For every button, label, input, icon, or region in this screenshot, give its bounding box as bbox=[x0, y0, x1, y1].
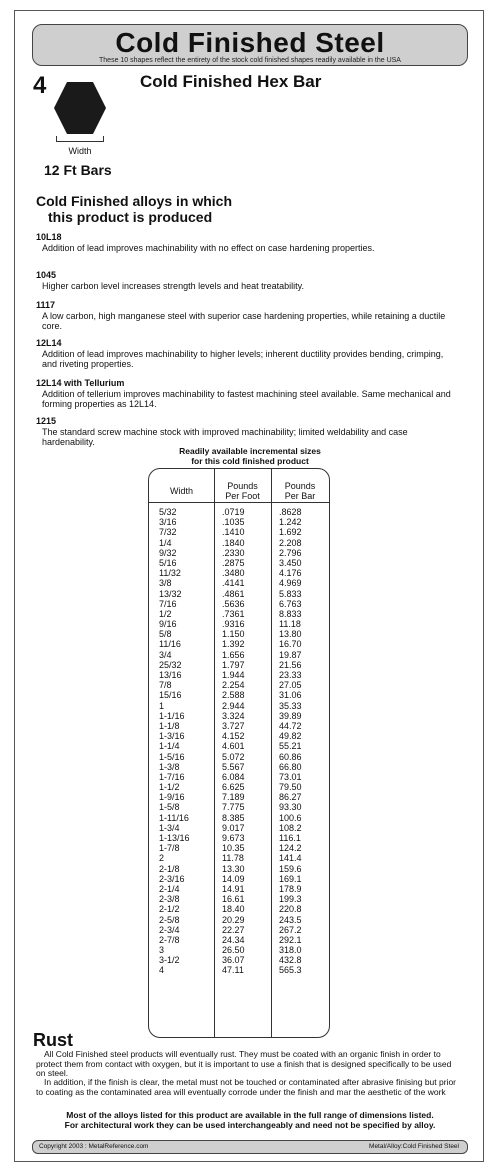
footer-note-line2: For architectural work they can be used interchangeably and need not be specified by alloy. bbox=[64, 1120, 436, 1130]
cell-width: 1-1/16 bbox=[159, 710, 185, 721]
table-row bbox=[149, 558, 329, 568]
cell-width: 3/8 bbox=[159, 578, 172, 589]
table-row bbox=[149, 517, 329, 527]
table-row bbox=[149, 823, 329, 833]
cell-pounds-per-foot: 4.152 bbox=[222, 731, 245, 742]
table-row bbox=[149, 660, 329, 670]
product-title: Cold Finished Hex Bar bbox=[140, 72, 322, 91]
table-row bbox=[149, 680, 329, 690]
cell-pounds-per-bar: 35.33 bbox=[279, 700, 302, 711]
cell-pounds-per-bar: 23.33 bbox=[279, 670, 302, 680]
table-body bbox=[149, 507, 329, 976]
cell-width: 25/32 bbox=[159, 659, 182, 670]
cell-width: 1-11/16 bbox=[159, 812, 189, 823]
table-row bbox=[149, 915, 329, 925]
cell-pounds-per-bar: 4.176 bbox=[279, 568, 302, 579]
cell-width: 1-9/16 bbox=[159, 792, 185, 803]
cell-pounds-per-foot: 6.625 bbox=[222, 782, 245, 793]
cell-pounds-per-foot: 24.34 bbox=[222, 934, 245, 945]
cell-pounds-per-foot: .7361 bbox=[222, 608, 245, 619]
table-caption-line2: for this cold finished product bbox=[191, 456, 309, 466]
cell-pounds-per-bar: 243.5 bbox=[279, 914, 302, 925]
table-row bbox=[149, 538, 329, 548]
cell-pounds-per-foot: 5.072 bbox=[222, 751, 245, 762]
cell-pounds-per-bar: 1.692 bbox=[279, 527, 302, 538]
table-row bbox=[149, 955, 329, 965]
cell-pounds-per-bar: 116.1 bbox=[279, 833, 301, 843]
cell-pounds-per-foot: 2.254 bbox=[222, 680, 245, 691]
cell-pounds-per-bar: 5.833 bbox=[279, 588, 302, 599]
cell-pounds-per-foot: 10.35 bbox=[222, 843, 245, 854]
cell-width: 1-13/16 bbox=[159, 833, 190, 843]
cell-width: 1-3/8 bbox=[159, 761, 180, 772]
cell-width: 3/4 bbox=[159, 649, 172, 660]
table-row bbox=[149, 945, 329, 955]
cell-width: 2-3/4 bbox=[159, 924, 180, 935]
cell-pounds-per-foot: .1035 bbox=[222, 517, 245, 528]
page-subtitle: These 10 shapes reflect the entirety of the stock cold finished shapes readily available in the USA bbox=[99, 57, 401, 64]
cell-pounds-per-foot: 22.27 bbox=[222, 924, 245, 935]
cell-pounds-per-bar: 220.8 bbox=[279, 904, 302, 915]
cell-pounds-per-bar: 60.86 bbox=[279, 751, 302, 762]
cell-pounds-per-bar: 199.3 bbox=[279, 894, 302, 905]
cell-pounds-per-foot: 1.944 bbox=[222, 670, 245, 680]
cell-pounds-per-foot: 3.324 bbox=[222, 710, 245, 721]
cell-pounds-per-foot: 16.61 bbox=[222, 894, 245, 905]
table-row bbox=[149, 548, 329, 558]
cell-width: 3-1/2 bbox=[159, 955, 180, 966]
alloy-name: 12L14 bbox=[36, 338, 62, 348]
cell-pounds-per-foot: .1840 bbox=[222, 537, 245, 548]
cell-width: 1/4 bbox=[159, 537, 172, 548]
table-row bbox=[149, 609, 329, 619]
cell-width: 11/16 bbox=[159, 639, 181, 650]
footer-note bbox=[20, 1110, 480, 1130]
cell-pounds-per-foot: .1410 bbox=[222, 527, 245, 538]
table-row bbox=[149, 904, 329, 914]
cell-pounds-per-bar: 13.80 bbox=[279, 629, 302, 640]
cell-width: 1-1/2 bbox=[159, 782, 180, 793]
footer-band bbox=[32, 1140, 468, 1154]
table-row bbox=[149, 568, 329, 578]
cell-pounds-per-foot: 1.797 bbox=[222, 659, 245, 670]
table-row bbox=[149, 833, 329, 843]
cell-pounds-per-foot: .2875 bbox=[222, 557, 245, 568]
cell-width: 5/16 bbox=[159, 557, 177, 568]
table-row bbox=[149, 711, 329, 721]
cell-width: 5/32 bbox=[159, 507, 177, 517]
cell-pounds-per-foot: 13.30 bbox=[222, 863, 245, 874]
cell-pounds-per-bar: 292.1 bbox=[279, 934, 302, 945]
header-pounds-per-foot bbox=[214, 481, 271, 501]
cell-pounds-per-foot: 6.084 bbox=[222, 771, 245, 782]
cell-pounds-per-foot: 11.78 bbox=[222, 853, 244, 864]
cell-pounds-per-bar: 49.82 bbox=[279, 731, 302, 742]
copyright-text: Copyright 2003 : MetalReference.com bbox=[39, 1143, 149, 1150]
cell-pounds-per-bar: 3.450 bbox=[279, 557, 302, 568]
cell-width: 13/32 bbox=[159, 588, 182, 599]
cell-pounds-per-foot: 36.07 bbox=[222, 955, 245, 966]
hexagon-icon bbox=[52, 80, 108, 136]
width-label: Width bbox=[68, 146, 92, 156]
rust-title: Rust bbox=[33, 1030, 73, 1050]
cell-pounds-per-foot: 7.775 bbox=[222, 802, 245, 813]
table-row bbox=[149, 589, 329, 599]
table-row bbox=[149, 782, 329, 792]
table-row bbox=[149, 762, 329, 772]
cell-pounds-per-foot: 2.588 bbox=[222, 690, 245, 701]
rust-paragraph-1: All Cold Finished steel products will eventually rust. They must be coated with an organic finish in order to protect them from contact with oxygen, but it is important to use a finish that is designed specifically to be used on steel. bbox=[36, 1049, 452, 1078]
cell-width: 7/16 bbox=[159, 598, 177, 609]
cell-width: 15/16 bbox=[159, 690, 182, 701]
cell-pounds-per-bar: 2.796 bbox=[279, 547, 302, 558]
cell-pounds-per-foot: 4.601 bbox=[222, 741, 245, 752]
table-row bbox=[149, 619, 329, 629]
table-row bbox=[149, 813, 329, 823]
cell-pounds-per-foot: 2.944 bbox=[222, 700, 245, 711]
cell-pounds-per-bar: 93.30 bbox=[279, 802, 302, 813]
cell-width: 1-3/4 bbox=[159, 822, 180, 833]
cell-pounds-per-bar: 178.9 bbox=[279, 883, 302, 894]
table-row bbox=[149, 721, 329, 731]
cell-width: 2-1/8 bbox=[159, 863, 180, 874]
cell-width: 9/16 bbox=[159, 619, 177, 630]
cell-pounds-per-bar: 86.27 bbox=[279, 792, 302, 803]
cell-width: 2-3/16 bbox=[159, 873, 185, 884]
cell-pounds-per-bar: 6.763 bbox=[279, 598, 302, 609]
cell-width: 2-5/8 bbox=[159, 914, 180, 925]
cell-pounds-per-bar: 1.242 bbox=[279, 517, 302, 528]
alloy-item bbox=[36, 378, 456, 409]
header-ppf-line1: Pounds bbox=[227, 481, 258, 491]
alloy-item bbox=[36, 300, 456, 331]
table-row bbox=[149, 965, 329, 975]
page-title: Cold Finished Steel bbox=[115, 27, 385, 58]
cell-width: 1-5/16 bbox=[159, 751, 185, 762]
cell-pounds-per-foot: 9.017 bbox=[222, 822, 245, 833]
cell-width: 5/8 bbox=[159, 629, 172, 640]
alloy-desc: Higher carbon level increases strength levels and heat treatability. bbox=[42, 281, 304, 291]
cell-width: 3/16 bbox=[159, 517, 177, 528]
cell-pounds-per-bar: 267.2 bbox=[279, 924, 302, 935]
cell-pounds-per-foot: 5.567 bbox=[222, 761, 245, 772]
alloys-heading-line2: this product is produced bbox=[48, 209, 213, 225]
table-row bbox=[149, 670, 329, 680]
table-row bbox=[149, 599, 329, 609]
cell-pounds-per-bar: 39.89 bbox=[279, 710, 302, 721]
alloy-item bbox=[36, 416, 456, 447]
table-caption bbox=[140, 446, 360, 466]
cell-pounds-per-foot: 14.91 bbox=[222, 883, 245, 894]
table-row bbox=[149, 802, 329, 812]
cell-pounds-per-foot: 1.392 bbox=[222, 639, 245, 650]
cell-width: 7/8 bbox=[159, 680, 172, 691]
cell-width: 2-1/2 bbox=[159, 904, 180, 915]
cell-pounds-per-foot: .5636 bbox=[222, 598, 245, 609]
cell-pounds-per-bar: 8.833 bbox=[279, 608, 302, 619]
cell-pounds-per-bar: 318.0 bbox=[279, 945, 302, 956]
table-row bbox=[149, 527, 329, 537]
cell-pounds-per-foot: 1.150 bbox=[222, 629, 245, 640]
alloy-item bbox=[36, 232, 456, 253]
alloy-item bbox=[36, 338, 456, 369]
alloy-desc: Addition of lead improves machinability with no effect on case hardening properties. bbox=[42, 243, 375, 253]
cell-pounds-per-bar: 27.05 bbox=[279, 680, 302, 691]
header-ppb-line2: Per Bar bbox=[284, 491, 316, 501]
cell-pounds-per-bar: 108.2 bbox=[279, 822, 302, 833]
cell-width: 11/32 bbox=[159, 568, 181, 579]
cell-pounds-per-bar: 44.72 bbox=[279, 720, 302, 731]
cell-pounds-per-bar: 66.80 bbox=[279, 761, 302, 772]
table-row bbox=[149, 925, 329, 935]
header-ppb-line1: Pounds bbox=[284, 481, 316, 491]
cell-width: 1-1/8 bbox=[159, 720, 180, 731]
shape-number: 4 bbox=[33, 72, 47, 99]
table-caption-line1: Readily available incremental sizes bbox=[179, 446, 321, 456]
cell-width: 13/16 bbox=[159, 670, 182, 680]
cell-width: 3 bbox=[159, 945, 165, 956]
table-row bbox=[149, 690, 329, 700]
alloy-item bbox=[36, 270, 456, 291]
cell-pounds-per-bar: 79.50 bbox=[279, 782, 302, 793]
table-row bbox=[149, 741, 329, 751]
width-dimension-line bbox=[56, 136, 104, 142]
table-row bbox=[149, 629, 329, 639]
table-row bbox=[149, 874, 329, 884]
cell-pounds-per-bar: 4.969 bbox=[279, 578, 302, 589]
cell-pounds-per-bar: 19.87 bbox=[279, 649, 302, 660]
cell-pounds-per-bar: .8628 bbox=[279, 507, 302, 517]
alloys-heading-line1: Cold Finished alloys in which bbox=[36, 193, 233, 209]
cell-pounds-per-foot: 3.727 bbox=[222, 720, 245, 731]
cell-pounds-per-foot: .2330 bbox=[222, 547, 245, 558]
cell-width: 1 bbox=[159, 700, 165, 711]
cell-pounds-per-bar: 100.6 bbox=[279, 812, 302, 823]
cell-width: 1-7/8 bbox=[159, 843, 180, 854]
cell-pounds-per-foot: 26.50 bbox=[222, 945, 245, 956]
alloys-heading bbox=[36, 193, 232, 225]
table-row bbox=[149, 578, 329, 588]
cell-width: 2-1/4 bbox=[159, 883, 180, 894]
cell-width: 2 bbox=[159, 853, 165, 864]
alloy-desc: Addition of tellerium improves machinability to fastest machining steel available. Same mechanical and forming properties as 12L14. bbox=[42, 389, 451, 409]
table-row bbox=[149, 935, 329, 945]
table-row bbox=[149, 731, 329, 741]
table-row bbox=[149, 650, 329, 660]
header-band bbox=[32, 24, 468, 66]
table-row bbox=[149, 701, 329, 711]
alloy-name: 1117 bbox=[36, 300, 56, 310]
cell-pounds-per-foot: .3480 bbox=[222, 568, 245, 579]
cell-pounds-per-foot: 14.09 bbox=[222, 873, 245, 884]
cell-width: 2-3/8 bbox=[159, 894, 180, 905]
sizes-table bbox=[148, 468, 330, 1038]
cell-pounds-per-foot: 18.40 bbox=[222, 904, 245, 915]
alloy-desc: The standard screw machine stock with improved machinability; limited weldability and case hardenability. bbox=[42, 427, 408, 447]
cell-pounds-per-foot: 20.29 bbox=[222, 914, 245, 925]
cell-pounds-per-bar: 124.2 bbox=[279, 843, 302, 854]
cell-pounds-per-foot: 47.11 bbox=[222, 965, 244, 976]
cell-pounds-per-foot: .4861 bbox=[222, 588, 245, 599]
cell-width: 4 bbox=[159, 965, 165, 976]
cell-pounds-per-bar: 159.6 bbox=[279, 863, 302, 874]
cell-pounds-per-bar: 565.3 bbox=[279, 965, 302, 976]
header-ppf-line2: Per Foot bbox=[225, 491, 260, 501]
cell-width: 1/2 bbox=[159, 608, 172, 619]
alloy-name: 1215 bbox=[36, 416, 57, 426]
cell-pounds-per-bar: 11.18 bbox=[279, 619, 301, 630]
cell-pounds-per-foot: .0719 bbox=[222, 507, 245, 517]
alloy-name: 1045 bbox=[36, 270, 57, 280]
table-row bbox=[149, 507, 329, 517]
rust-paragraph-2: In addition, if the finish is clear, the metal must not be touched or contaminated after abrasive finising but prior to coating as the contaminated area will eventually corrode under the finish and mar the aesthetic of the work bbox=[36, 1077, 457, 1097]
cell-pounds-per-bar: 21.56 bbox=[279, 659, 302, 670]
cell-pounds-per-foot: .9316 bbox=[222, 619, 245, 630]
bar-length: 12 Ft Bars bbox=[44, 162, 112, 178]
cell-width: 2-7/8 bbox=[159, 934, 180, 945]
cell-width: 1-7/16 bbox=[159, 771, 185, 782]
table-row bbox=[149, 853, 329, 863]
cell-pounds-per-bar: 73.01 bbox=[279, 771, 302, 782]
table-row bbox=[149, 843, 329, 853]
cell-pounds-per-bar: 55.21 bbox=[279, 741, 302, 752]
alloy-desc: Addition of lead improves machinability to higher levels; inherent ductility provides bending, crimping, and riveting properties. bbox=[42, 349, 444, 369]
table-row bbox=[149, 864, 329, 874]
alloy-desc: A low carbon, high manganese steel with superior case hardening properties, while retaining a ductile core. bbox=[42, 311, 446, 331]
cell-width: 1-5/8 bbox=[159, 802, 180, 813]
cell-pounds-per-bar: 16.70 bbox=[279, 639, 302, 650]
footer-path: Metal/Alloy:Cold Finished Steel bbox=[369, 1143, 459, 1150]
table-row bbox=[149, 772, 329, 782]
cell-pounds-per-bar: 2.208 bbox=[279, 537, 302, 548]
cell-width: 1-1/4 bbox=[159, 741, 180, 752]
cell-pounds-per-foot: 7.189 bbox=[222, 792, 245, 803]
cell-pounds-per-bar: 31.06 bbox=[279, 690, 302, 701]
table-row bbox=[149, 639, 329, 649]
cell-pounds-per-foot: .4141 bbox=[222, 578, 245, 589]
cell-pounds-per-foot: 9.673 bbox=[222, 833, 245, 843]
header-pounds-per-bar bbox=[271, 481, 329, 501]
alloy-name: 12L14 with Tellurium bbox=[36, 378, 125, 388]
table-row bbox=[149, 752, 329, 762]
cell-width: 7/32 bbox=[159, 527, 177, 538]
cell-width: 9/32 bbox=[159, 547, 177, 558]
table-row bbox=[149, 792, 329, 802]
header-rule bbox=[149, 502, 329, 503]
cell-pounds-per-bar: 432.8 bbox=[279, 955, 302, 966]
footer-note-line1: Most of the alloys listed for this product are available in the full range of dimensions listed. bbox=[66, 1110, 434, 1120]
cell-pounds-per-bar: 169.1 bbox=[279, 873, 302, 884]
cell-pounds-per-foot: 8.385 bbox=[222, 812, 245, 823]
alloy-name: 10L18 bbox=[36, 232, 62, 242]
cell-pounds-per-bar: 141.4 bbox=[279, 853, 302, 864]
header-width: Width bbox=[169, 486, 193, 496]
table-row bbox=[149, 894, 329, 904]
cell-width: 1-3/16 bbox=[159, 731, 185, 742]
table-row bbox=[149, 884, 329, 894]
cell-pounds-per-foot: 1.656 bbox=[222, 649, 245, 660]
